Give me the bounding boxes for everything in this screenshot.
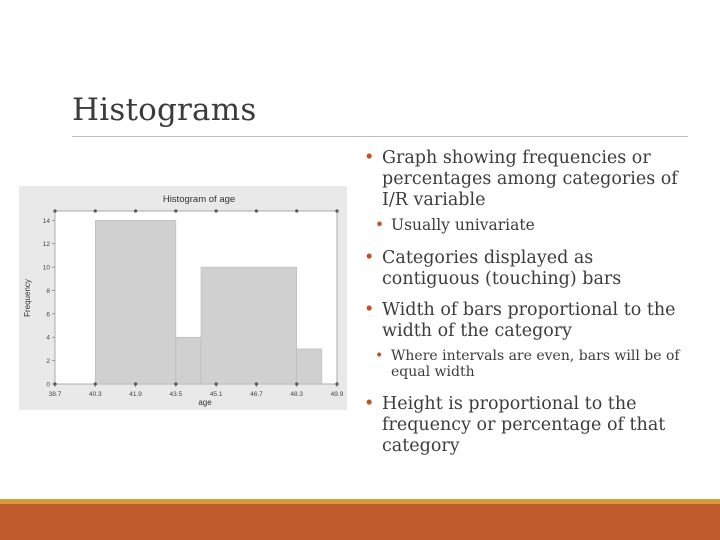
y-tick-label: 14 <box>42 217 50 225</box>
x-tick-label: 40.3 <box>88 391 102 398</box>
y-tick-label: 12 <box>42 241 50 249</box>
top-axis-marker <box>215 209 218 212</box>
histogram-bar <box>176 337 201 384</box>
y-tick-label: 6 <box>46 311 50 319</box>
top-axis-marker <box>255 209 258 212</box>
bullet-item: • Graph showing frequencies or percentages among categories of I/R variable <box>360 148 690 211</box>
sub-bullet-item: • Where intervals are even, bars will be of equal width <box>360 348 690 380</box>
top-axis-marker <box>174 209 177 212</box>
top-axis-marker <box>134 209 137 212</box>
chart-title: Histogram of age <box>162 194 236 205</box>
bullet-list <box>360 148 690 467</box>
top-axis-marker <box>94 209 97 212</box>
bottom-axis-marker <box>174 382 177 385</box>
x-tick-label: 49.9 <box>330 391 344 398</box>
top-axis-marker <box>335 209 338 212</box>
histogram-bar <box>95 220 176 384</box>
histogram-chart <box>19 186 347 410</box>
bottom-axis-marker <box>53 382 56 385</box>
slide-title: Histograms <box>72 92 257 128</box>
footer-bar <box>0 504 720 540</box>
sub-bullet-item: • Usually univariate <box>360 217 690 234</box>
x-tick-label: 46.7 <box>250 391 263 398</box>
x-tick-label: 41.9 <box>129 391 142 398</box>
y-tick-label: 10 <box>42 264 50 272</box>
histogram-bar <box>201 267 297 384</box>
x-tick-label: 38.7 <box>48 391 62 398</box>
bullet-item: • Height is proportional to the frequency or percentage of that category <box>360 394 690 457</box>
bullet-item: • Width of bars proportional to the width of the category <box>360 300 690 342</box>
top-axis-marker <box>295 209 298 212</box>
bottom-axis-marker <box>255 382 258 385</box>
x-tick-label: 43.5 <box>169 391 183 398</box>
bottom-axis-marker <box>295 382 298 385</box>
y-tick-label: 8 <box>46 287 50 295</box>
bullet-item: • Categories displayed as contiguous (touching) bars <box>360 248 690 290</box>
histogram-bar <box>297 349 322 384</box>
x-tick-label: 48.3 <box>290 391 304 398</box>
y-tick-label: 4 <box>46 334 50 342</box>
x-tick-label: 45.1 <box>209 391 223 398</box>
y-tick-label: 2 <box>46 358 50 366</box>
histogram-figure <box>19 186 347 410</box>
bottom-axis-marker <box>335 382 338 385</box>
chart-x-label: age <box>198 398 212 407</box>
bottom-axis-marker <box>94 382 97 385</box>
title-divider <box>72 136 688 137</box>
bottom-axis-marker <box>134 382 137 385</box>
top-axis-marker <box>53 209 56 212</box>
bottom-axis-marker <box>215 382 218 385</box>
y-tick-label: 0 <box>46 381 50 389</box>
chart-y-label: Frequency <box>23 279 32 317</box>
